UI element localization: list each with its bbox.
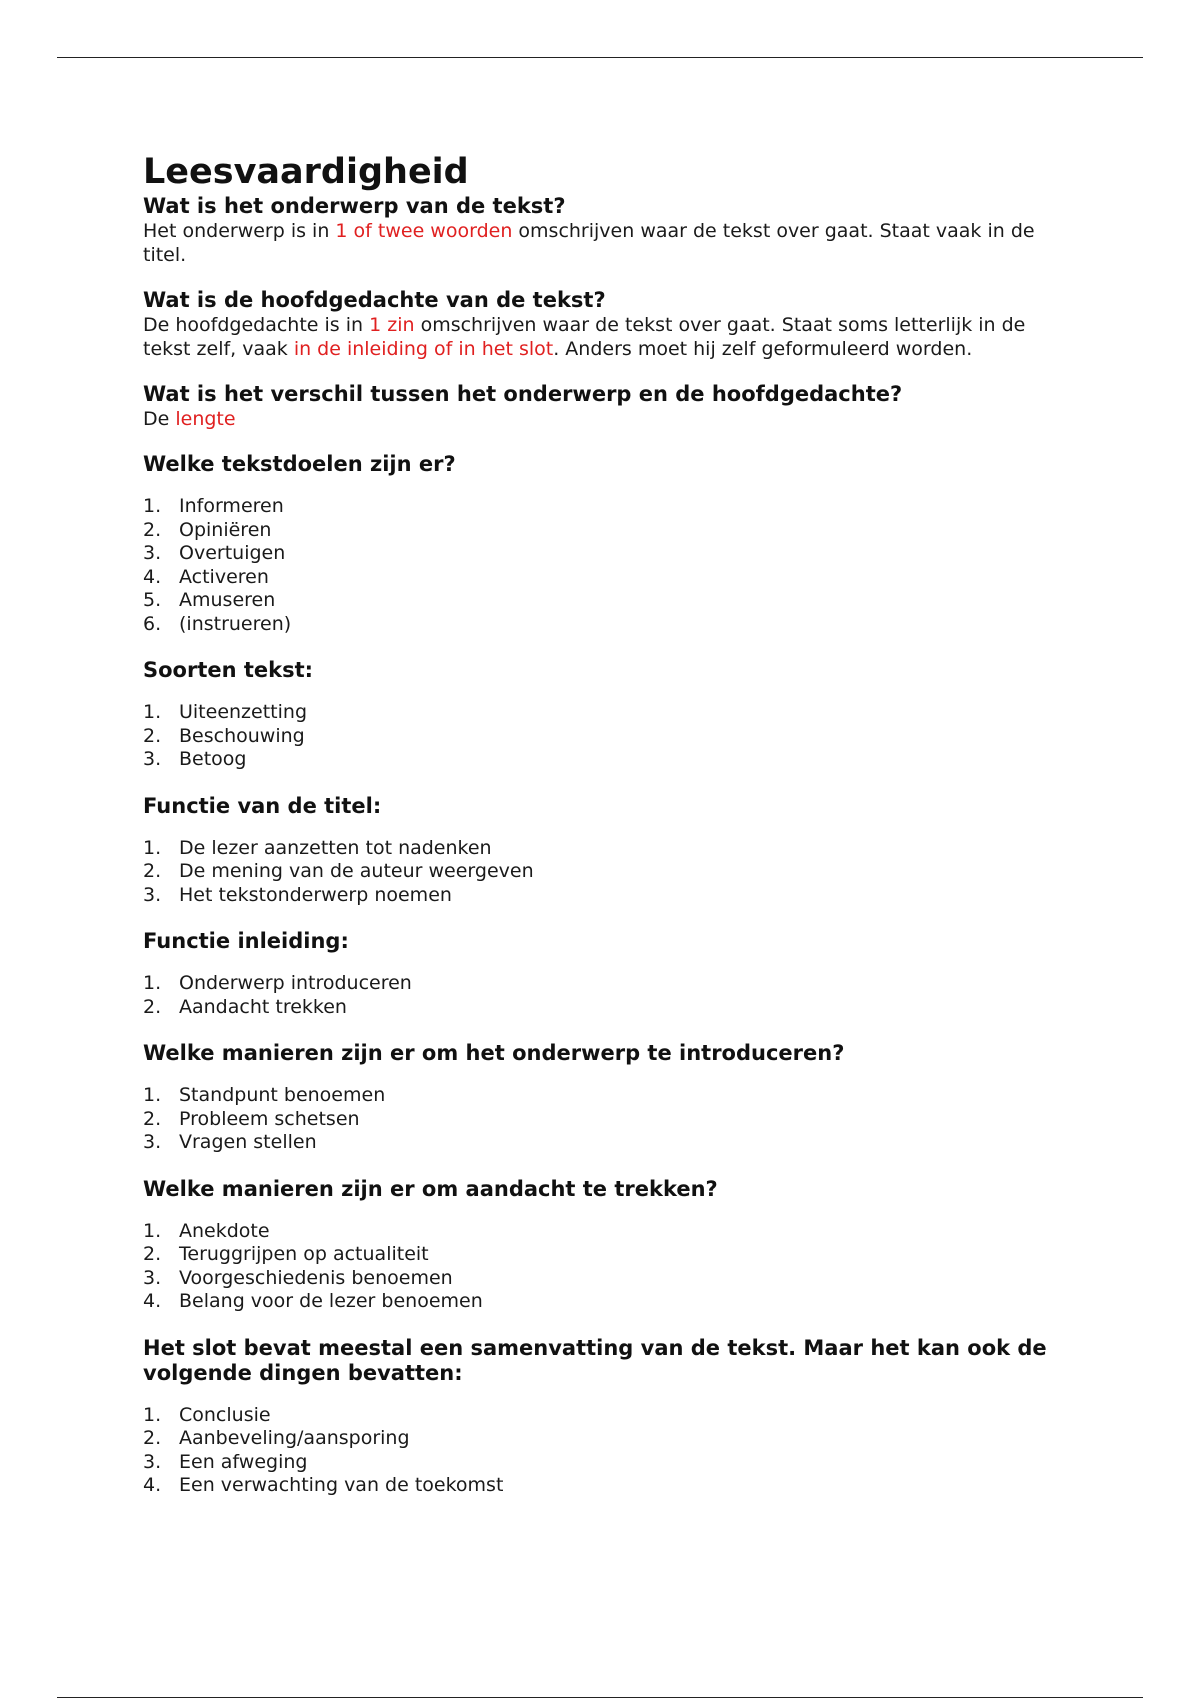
section-heading: Welke tekstdoelen zijn er? (143, 452, 456, 476)
list-item (143, 1451, 1063, 1475)
numbered-list (143, 1404, 1063, 1498)
list-item (143, 884, 1063, 908)
list-item-text: Probleem schetsen (179, 1107, 360, 1130)
list-section (143, 1336, 1063, 1498)
section-heading: Functie inleiding: (143, 929, 349, 953)
section-heading: Welke manieren zijn er om aandacht te trekken? (143, 1176, 718, 1201)
list-item-text: Opiniëren (179, 518, 272, 541)
section-answer: De lengte (143, 408, 236, 430)
section-heading: Wat is de hoofdgedachte van de tekst? (143, 288, 606, 312)
list-item-text: Conclusie (179, 1403, 271, 1426)
list-item-number: 3. (143, 748, 162, 770)
highlight-text: 1 of twee woorden (335, 220, 513, 242)
list-item-number: 1. (143, 836, 162, 859)
section-heading: Welke manieren zijn er om het onderwerp te introduceren? (143, 1041, 845, 1065)
list-section (143, 452, 1063, 636)
list-item-number: 2. (143, 1107, 162, 1130)
list-item-text: Uiteenzetting (179, 701, 307, 723)
footer-rule (57, 1697, 1143, 1698)
section-answer: De hoofdgedachte is in 1 zin omschrijven waar de tekst over gaat. Staat soms letterlijk in de tekst zelf, vaak in de inleiding of in het slot. Anders moet hij zelf geformuleerd worden. (143, 314, 1026, 360)
list-section (143, 1177, 1063, 1314)
document-body (143, 150, 1063, 1520)
list-item-number: 4. (143, 1474, 162, 1496)
list-item-text: Anekdote (179, 1219, 270, 1242)
section-hoofdgedachte (143, 288, 1063, 361)
list-item-number: 2. (143, 518, 162, 541)
list-item-number: 5. (143, 589, 162, 611)
list-item-text: Aandacht trekken (179, 995, 347, 1018)
list-section (143, 658, 1063, 772)
list-item (143, 860, 1063, 884)
list-item-number: 1. (143, 1219, 162, 1242)
highlight-text: lengte (175, 408, 236, 430)
page-title: Leesvaardigheid (143, 152, 469, 192)
list-item-number: 3. (143, 1450, 162, 1473)
section-heading: Functie van de titel: (143, 793, 382, 818)
list-item-number: 4. (143, 1290, 162, 1312)
list-item-number: 2. (143, 860, 162, 882)
list-item-number: 1. (143, 1084, 162, 1106)
numbered-list (143, 837, 1063, 908)
list-section (143, 929, 1063, 1019)
numbered-list (143, 972, 1063, 1019)
list-item-number: 1. (143, 495, 162, 517)
list-item (143, 1427, 1063, 1451)
highlight-text: in de inleiding of in het slot (293, 338, 554, 360)
list-item-number: 1. (143, 972, 162, 994)
list-section (143, 794, 1063, 908)
list-item (143, 837, 1063, 861)
list-item (143, 1108, 1063, 1132)
list-item-number: 3. (143, 542, 162, 564)
list-sections (143, 452, 1063, 1498)
list-item-number: 2. (143, 1243, 162, 1265)
list-item (143, 542, 1063, 566)
list-item (143, 996, 1063, 1020)
section-heading: Wat is het onderwerp van de tekst? (143, 194, 566, 218)
list-item (143, 1404, 1063, 1428)
list-item-text: Betoog (179, 748, 247, 770)
list-item (143, 613, 1063, 637)
list-item (143, 1474, 1063, 1498)
highlight-text: 1 zin (369, 314, 415, 336)
list-item (143, 1131, 1063, 1155)
list-item-text: De lezer aanzetten tot nadenken (179, 836, 492, 859)
list-item-text: Voorgeschiedenis benoemen (179, 1266, 453, 1289)
list-item-text: Standpunt benoemen (179, 1084, 386, 1106)
numbered-list (143, 1084, 1063, 1155)
list-item (143, 1243, 1063, 1267)
list-item (143, 495, 1063, 519)
list-item-number: 4. (143, 565, 162, 588)
numbered-list (143, 495, 1063, 636)
section-verschil (143, 382, 1063, 431)
section-heading: Het slot bevat meestal een samenvatting van de tekst. Maar het kan ook de volgende dingen bevatten: (143, 1335, 1047, 1385)
list-item-text: Teruggrijpen op actualiteit (179, 1243, 429, 1265)
list-item (143, 589, 1063, 613)
list-item (143, 1220, 1063, 1244)
list-item (143, 701, 1063, 725)
list-item-text: Activeren (179, 565, 269, 588)
list-item-text: Aanbeveling/aansporing (179, 1427, 410, 1449)
section-heading: Wat is het verschil tussen het onderwerp en de hoofdgedachte? (143, 382, 903, 406)
list-item-text: Amuseren (179, 589, 276, 611)
list-item-text: Informeren (179, 495, 284, 517)
list-item (143, 519, 1063, 543)
numbered-list (143, 701, 1063, 772)
list-item-number: 2. (143, 1427, 162, 1449)
list-item-number: 3. (143, 1131, 162, 1153)
list-item (143, 972, 1063, 996)
list-item (143, 725, 1063, 749)
list-item-number: 2. (143, 724, 162, 747)
list-item (143, 748, 1063, 772)
list-item-text: Onderwerp introduceren (179, 972, 412, 994)
section-heading: Soorten tekst: (143, 658, 314, 682)
list-item-text: Beschouwing (179, 724, 305, 747)
list-item-text: Vragen stellen (179, 1131, 317, 1153)
list-item-number: 1. (143, 1403, 162, 1426)
header-rule (57, 57, 1143, 58)
list-item (143, 566, 1063, 590)
list-item-number: 1. (143, 701, 162, 723)
list-item-text: Het tekstonderwerp noemen (179, 883, 452, 906)
list-item-number: 3. (143, 883, 162, 906)
list-item-text: (instrueren) (179, 612, 292, 635)
list-item-text: Overtuigen (179, 542, 286, 564)
list-item-number: 3. (143, 1266, 162, 1289)
list-item (143, 1084, 1063, 1108)
list-item-text: De mening van de auteur weergeven (179, 860, 534, 882)
list-item-text: Een verwachting van de toekomst (179, 1474, 504, 1496)
numbered-list (143, 1220, 1063, 1314)
list-item-number: 6. (143, 612, 162, 635)
section-onderwerp (143, 194, 1063, 267)
list-section (143, 1041, 1063, 1155)
list-item-number: 2. (143, 995, 162, 1018)
list-item-text: Belang voor de lezer benoemen (179, 1290, 483, 1312)
list-item (143, 1290, 1063, 1314)
list-item-text: Een afweging (179, 1450, 308, 1473)
list-item (143, 1267, 1063, 1291)
section-answer: Het onderwerp is in 1 of twee woorden omschrijven waar de tekst over gaat. Staat vaak in de titel. (143, 220, 1035, 266)
